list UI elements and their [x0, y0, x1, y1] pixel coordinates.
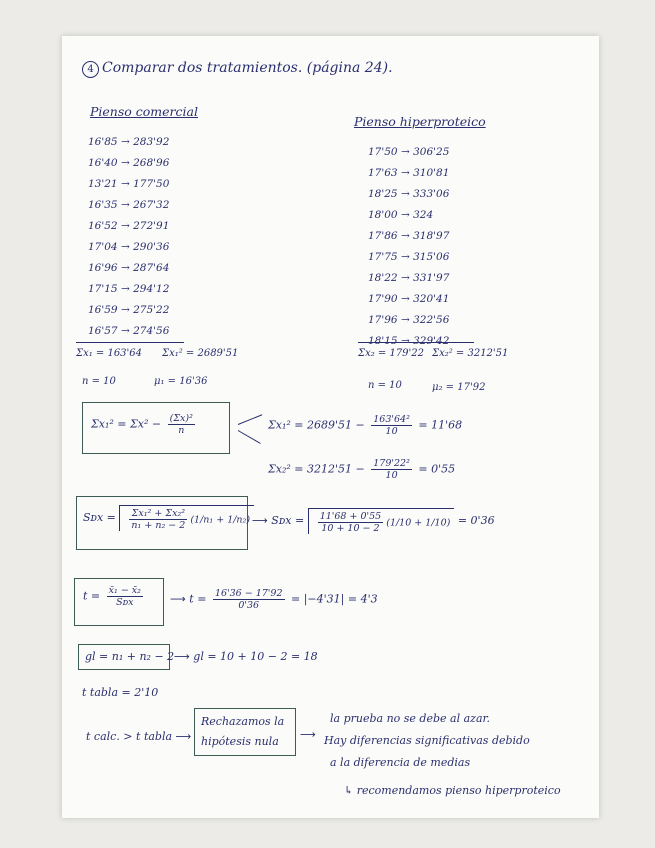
- sdx-calc-numerator: 11'68 + 0'55: [319, 511, 382, 522]
- ss-result-1: [268, 414, 462, 437]
- left-value-row: 16'85 → 283'92: [88, 136, 170, 148]
- gl-formula-box: [78, 644, 175, 670]
- left-value-row: 16'59 → 275'22: [88, 304, 170, 316]
- conclusion-line-3: a la diferencia de medias: [330, 756, 471, 769]
- ss-result-1-value: = 11'68: [418, 418, 463, 432]
- exercise-number: 4: [82, 61, 99, 78]
- sdx-formula-box: [76, 496, 251, 550]
- arrow-icon: ⟶: [174, 650, 190, 663]
- ss-result-2-numerator: 179'22²: [373, 458, 410, 469]
- ss-result-1-denominator: 10: [385, 426, 398, 437]
- right-column-header: Pienso hiperproteico: [354, 114, 486, 129]
- gl-calc: gl = 10 + 10 − 2 = 18: [193, 650, 318, 663]
- t-table-value: t tabla = 2'10: [82, 686, 159, 699]
- ss-formula-lhs: Σx₁² = Σx² −: [91, 417, 162, 431]
- left-value-row: 16'40 → 268'96: [88, 157, 170, 169]
- decision-box: [194, 708, 296, 756]
- right-value-row: 18'25 → 333'06: [368, 188, 450, 200]
- sdx-formula-denominator: n₁ + n₂ − 2: [131, 520, 186, 531]
- left-n: n = 10: [82, 376, 116, 387]
- sum-of-squares-formula-box: [82, 402, 230, 454]
- ss-result-1-lhs: Σx₁² = 2689'51 −: [268, 418, 365, 432]
- ss-formula-numerator: (Σx)²: [169, 413, 193, 424]
- right-value-row: 17'50 → 306'25: [368, 146, 450, 158]
- right-value-row: 18'15 → 329'42: [368, 335, 450, 347]
- left-value-row: 16'96 → 287'64: [88, 262, 170, 274]
- sdx-calc-label: Sᴅx =: [271, 514, 305, 527]
- gl-formula: gl = n₁ + n₂ − 2: [85, 650, 175, 663]
- decision-box-line2: hipótesis nula: [201, 735, 279, 748]
- left-column-header: Pienso comercial: [90, 104, 198, 119]
- t-formula-denominator: Sᴅx: [116, 597, 134, 608]
- right-sum-rule: [358, 342, 474, 343]
- right-value-row: 17'90 → 320'41: [368, 293, 450, 305]
- t-calc-label: t =: [189, 592, 207, 606]
- right-sum-x: Σx₂ = 179'22: [358, 348, 425, 359]
- t-formula-box: [74, 578, 164, 626]
- left-value-row: 17'04 → 290'36: [88, 241, 170, 253]
- right-sum-x2: Σx₂² = 3212'51: [432, 348, 509, 359]
- gl-calculation: [174, 650, 318, 663]
- sdx-result: = 0'36: [457, 514, 495, 527]
- sdx-sqrt: [119, 505, 254, 531]
- sdx-formula-paren: (1/n₁ + 1/n₂): [190, 514, 251, 526]
- ss-result-2-value: = 0'55: [418, 462, 456, 476]
- left-sum-x2: Σx₁² = 2689'51: [162, 348, 239, 359]
- branch-arrow-down: [238, 430, 261, 444]
- recommendation: ↳ recomendamos pienso hiperproteico: [344, 784, 561, 797]
- sdx-formula-label: Sᴅx =: [83, 511, 116, 524]
- sdx-formula-numerator: Σx₁² + Σx₂²: [129, 508, 187, 520]
- notebook-page: [62, 36, 599, 818]
- right-n: n = 10: [368, 380, 402, 391]
- left-value-row: 17'15 → 294'12: [88, 283, 170, 295]
- ss-result-2-lhs: Σx₂² = 3212'51 −: [268, 462, 365, 476]
- left-value-row: 16'57 → 274'56: [88, 325, 170, 337]
- right-value-row: 17'75 → 315'06: [368, 251, 450, 263]
- ss-result-2: [268, 458, 455, 481]
- sdx-calc-denominator: 10 + 10 − 2: [321, 523, 380, 534]
- arrow-icon: ⟶: [175, 730, 192, 743]
- arrow-icon: ⟶: [300, 728, 316, 741]
- sdx-calculation: [252, 508, 495, 534]
- conclusion-line-1: la prueba no se debe al azar.: [330, 712, 491, 725]
- decision-condition-text: t calc. > t tabla: [86, 730, 173, 743]
- right-value-row: 18'22 → 331'97: [368, 272, 450, 284]
- arrow-icon: ⟶: [170, 592, 186, 606]
- right-mean: μ₂ = 17'92: [432, 382, 486, 393]
- right-value-row: 17'86 → 318'97: [368, 230, 450, 242]
- ss-formula-denominator: n: [178, 425, 185, 436]
- t-result: = |−4'31| = 4'3: [291, 592, 378, 606]
- exercise-title: [82, 60, 393, 78]
- conclusion-line-2: Hay diferencias significativas debido: [324, 734, 530, 747]
- left-value-row: 13'21 → 177'50: [88, 178, 170, 190]
- branch-arrow-up: [238, 414, 262, 425]
- decision-box-line1: Rechazamos la: [201, 715, 285, 728]
- right-value-row: 17'63 → 310'81: [368, 167, 450, 179]
- left-value-row: 16'35 → 267'32: [88, 199, 170, 211]
- right-value-row: 17'96 → 322'56: [368, 314, 450, 326]
- left-mean: μ₁ = 16'36: [154, 376, 208, 387]
- ss-result-2-denominator: 10: [385, 470, 398, 481]
- sdx-calc-sqrt: [308, 508, 455, 534]
- exercise-title-text: Comparar dos tratamientos. (página 24).: [102, 60, 393, 76]
- arrow-icon: ⟶: [252, 514, 268, 527]
- left-sum-rule: [76, 342, 184, 343]
- left-sum-x: Σx₁ = 163'64: [76, 348, 143, 359]
- t-formula-numerator: x̄₁ − x̄₂: [108, 585, 141, 596]
- ss-result-1-numerator: 163'64²: [373, 414, 410, 425]
- left-value-row: 16'52 → 272'91: [88, 220, 170, 232]
- t-calc-numerator: 16'36 − 17'92: [214, 588, 283, 599]
- sdx-calc-paren: (1/10 + 1/10): [386, 517, 451, 529]
- t-calc-denominator: 0'36: [238, 600, 260, 611]
- t-calculation: [170, 588, 378, 611]
- right-value-row: 18'00 → 324: [368, 209, 434, 221]
- t-formula-label: t =: [83, 589, 101, 603]
- decision-condition: [86, 730, 191, 743]
